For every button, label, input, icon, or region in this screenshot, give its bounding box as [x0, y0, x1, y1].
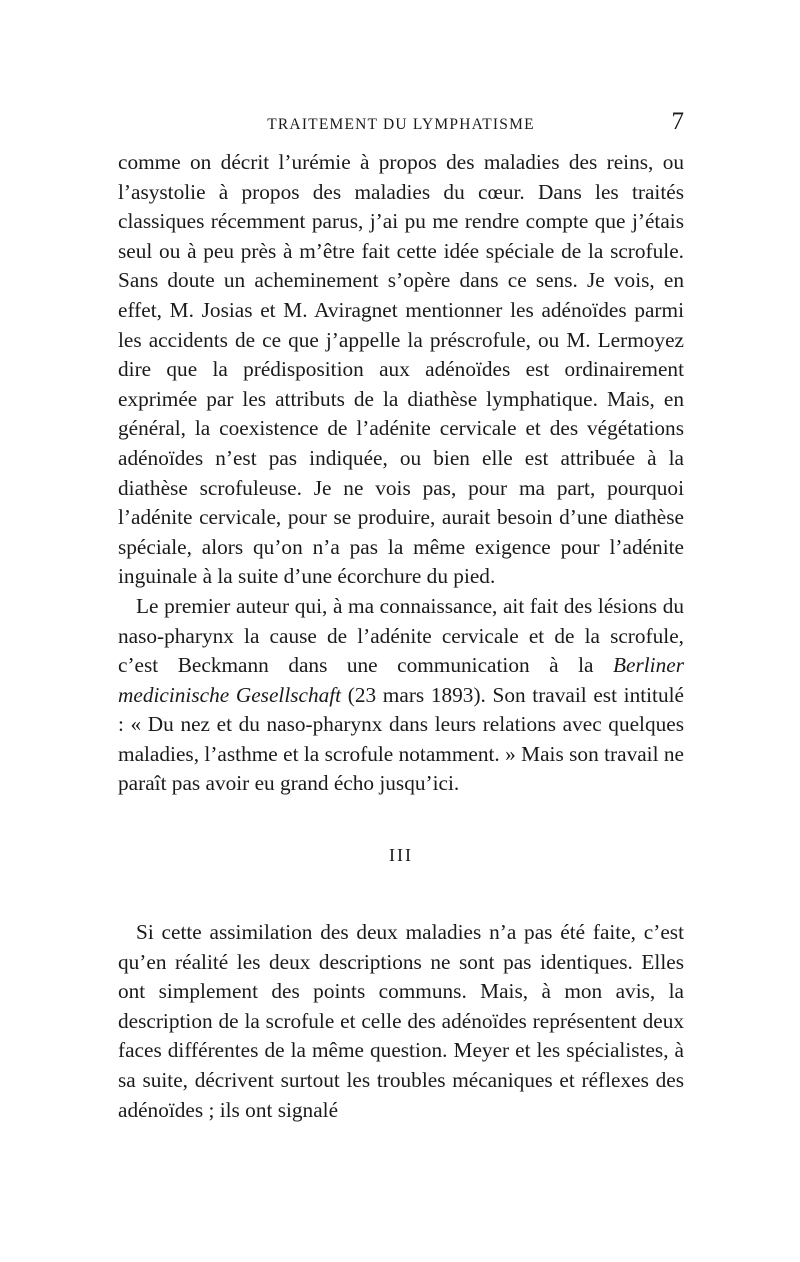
- paragraph-section-three: Si cette assimilation des deux maladies n’a pas été faite, c’est qu’en réalité les deux descriptions ne sont pas identiques. Elles ont simplement des points communs. Mais, à mon avis, la description de la scrofule et celle des adénoïdes représentent deux faces différentes de la même question. Meyer et les spécialistes, à sa suite, décrivent surtout les troubles mécaniques et réflexes des adénoïdes ; ils ont signalé: [118, 920, 684, 1122]
- page-number: 7: [671, 108, 684, 135]
- paragraph-beckmann-text-end: (23 mars 1893). Son travail est intitulé : « Du nez et du naso-pharynx dans leurs relations avec quelques maladies, l’asthme et la scrofule notamment. » Mais son travail ne paraît pas avoir eu grand écho jusqu’ici.: [118, 682, 684, 796]
- running-head: [118, 108, 684, 148]
- journal-title: Berliner medicinische Gesellschaft: [118, 653, 684, 707]
- running-title: TRAITEMENT DU LYMPHATISME: [267, 116, 535, 133]
- paragraph-continuation: comme on décrit l’urémie à propos des maladies des reins, ou l’asystolie à propos des maladies du cœur. Dans les traités classiques récemment parus, j’ai pu me rendre compte que j’étais seul ou à peu près à m’être fait cette idée spéciale de la scrofule. Sans doute un acheminement s’opère dans ce sens. Je vois, en effet, M. Josias et M. Aviragnet mentionner les adénoïdes parmi les accidents de ce que j’appelle la préscrofule, ou M. Lermoyez dire que la prédisposition aux adénoïdes est ordinairement exprimée par les attributs de la diathèse lymphatique. Mais, en général, la coexistence de l’adénite cervicale et des végétations adénoïdes n’est pas indiquée, ou bien elle est attribuée à la diathèse scrofuleuse. Je ne vois pas, pour ma part, pourquoi l’adénite cervicale, pour se produire, aurait besoin d’une diathèse spéciale, alors qu’on n’a pas la même exigence pour l’adénite inguinale à la suite d’une écorchure du pied.: [118, 150, 684, 589]
- section-heading: III: [389, 845, 413, 866]
- book-page: [118, 108, 684, 1125]
- paragraph-beckmann: [118, 592, 684, 799]
- paragraph-beckmann-text-start: Le premier auteur qui, à ma connaissance, ait fait des lésions du naso-pharynx la cause de l’adénite cervicale et de la scrofule, c’est Beckmann dans une communication à la: [118, 593, 684, 678]
